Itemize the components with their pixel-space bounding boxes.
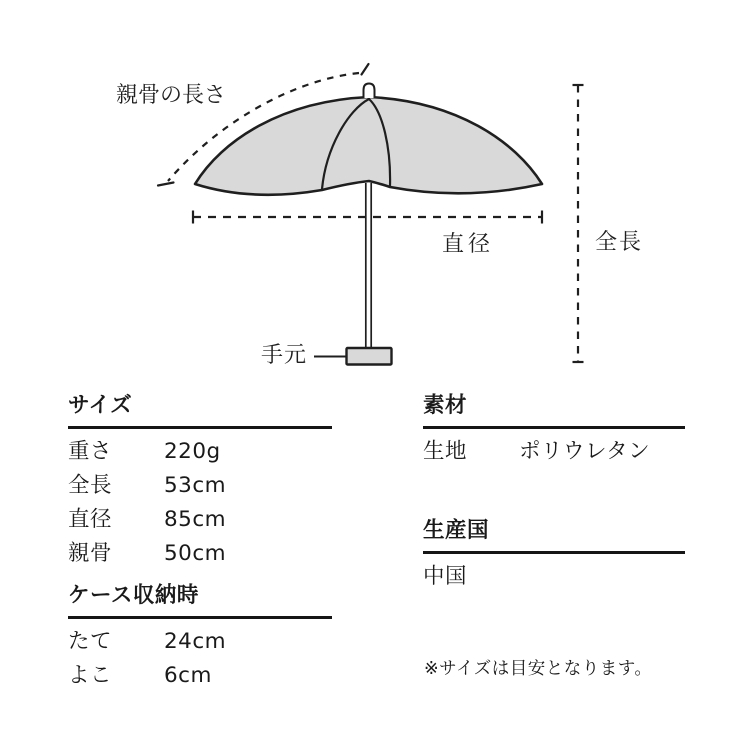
country-heading: 生産国 xyxy=(423,520,685,554)
spec-row-country xyxy=(423,566,685,588)
spec-label: たて xyxy=(68,629,113,654)
rib-length-tick-top xyxy=(362,64,369,75)
material-heading: 素材 xyxy=(423,395,685,429)
case-section xyxy=(68,585,332,687)
country-section xyxy=(423,520,685,588)
total-length-label: 全長 xyxy=(595,230,644,255)
spec-value: 50cm xyxy=(164,541,227,566)
ferrule-knob xyxy=(364,84,375,99)
diameter-label: 直径 xyxy=(442,232,495,257)
spec-label: 重さ xyxy=(68,439,113,464)
size-heading: サイズ xyxy=(68,395,332,429)
spec-value: 中国 xyxy=(423,564,468,589)
umbrella-canopy xyxy=(195,97,542,195)
case-heading: ケース収納時 xyxy=(68,585,332,619)
spec-value: 85cm xyxy=(164,507,227,532)
spec-value: 24cm xyxy=(164,629,227,654)
spec-label: 生地 xyxy=(423,439,468,464)
spec-value: 6cm xyxy=(164,663,212,688)
spec-row-rib xyxy=(68,543,332,565)
spec-value: ポリウレタン xyxy=(519,439,651,464)
size-disclaimer-note: ※サイズは目安となります。 xyxy=(424,659,653,679)
umbrella-shaft xyxy=(366,183,371,348)
spec-value: 220g xyxy=(164,439,221,464)
rib-length-tick-bottom xyxy=(158,183,174,186)
spec-label: 全長 xyxy=(68,473,113,498)
handle-label: 手元 xyxy=(261,343,308,368)
material-section xyxy=(423,395,685,463)
spec-label: よこ xyxy=(68,663,113,688)
size-section xyxy=(68,395,332,565)
spec-row-case-height xyxy=(68,631,332,653)
spec-label: 親骨 xyxy=(68,541,113,566)
spec-value: 53cm xyxy=(164,473,227,498)
spec-row-fabric xyxy=(423,441,685,463)
rib-length-label: 親骨の長さ xyxy=(116,83,227,108)
spec-row-case-width xyxy=(68,665,332,687)
spec-row-total-length xyxy=(68,475,332,497)
spec-label: 直径 xyxy=(68,507,113,532)
umbrella-handle xyxy=(347,348,392,365)
spec-row-weight xyxy=(68,441,332,463)
spec-row-diameter xyxy=(68,509,332,531)
